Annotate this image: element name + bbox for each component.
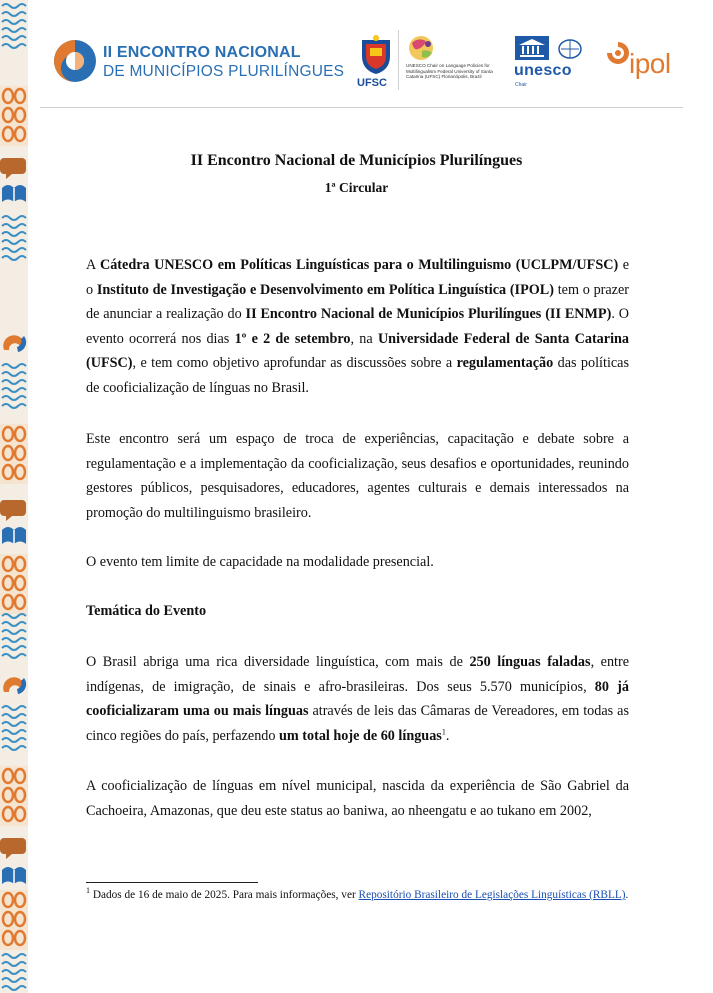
unesco-label: unesco (514, 62, 572, 79)
document-subtitle: 1ª Circular (324, 180, 389, 195)
rbll-link[interactable]: Repositório Brasileiro de Legislações Linguísticas (RBLL) (358, 889, 626, 901)
event-logo-icon (52, 38, 98, 89)
pattern-tiles (0, 0, 28, 993)
decorative-pattern-strip (0, 0, 28, 993)
chair-emblem-icon (557, 38, 583, 65)
footnote-divider (86, 882, 258, 883)
footnote-reference: 1 (441, 727, 446, 737)
logo-divider (398, 30, 399, 90)
letterhead (0, 0, 713, 108)
capacity-paragraph: O evento tem limite de capacidade na modalidade presencial. (86, 554, 434, 570)
event-logo-title: II ENCONTRO NACIONAL (103, 44, 301, 61)
intro-paragraph: A Cátedra UNESCO em Políticas Linguísticas para o Multilinguismo (UCLPM/UFSC) e o Instituto de Investigação e Desenvolvimento em Política Linguística (IPOL) tem o prazer de anunciar a realização do II Encontro Nacional de Municípios Plurilíngues (II ENMP). O evento ocorrerá nos dias 1º e 2 de setembro, na Universidade Federal de Santa Catarina (UFSC), e tem como objetivo aprofundar as discussões sobre a regulamentação das políticas de cooficialização de línguas no Brasil. (86, 257, 630, 396)
footnote: $^1$ Dados de 16 de maio de 2025. Para mais informações, ver Repositório Brasileiro de Legislações Linguísticas (RBLL). (86, 886, 629, 901)
ipol-label: ipol (629, 48, 671, 79)
theme-paragraph: O Brasil abriga uma rica diversidade linguística, com mais de 250 línguas faladas, entre indígenas, de imigração, de sinais e afro-brasileiras. Dos seus 5.570 municípios, 80 já cooficializaram uma ou mais línguas através de leis das Câmaras de Vereadores, em todas as cinco regiões do país, perfazendo um total hoje de 60 línguas$^1$. (86, 654, 630, 744)
unesco-temple-icon (515, 36, 549, 65)
history-paragraph: A cooficialização de línguas em nível municipal, nascida da experiência de São Gabriel da Cachoeira, Amazonas, que deu este status ao baniwa, ao nheengatu e ao tukano em 2002, (86, 778, 629, 819)
unesco-chair-label: Chair (515, 82, 527, 88)
footnote-marker: 1 (86, 886, 90, 896)
unesco-chair-caption: UNESCO Chair on Language Policies for Multilingualism Federal University of Santa Catarina (UFSC) Florianópolis, Brazil (406, 63, 493, 80)
unesco-chair-globe-icon (404, 35, 438, 66)
event-logo-subtitle: DE MUNICÍPIOS PLURILÍNGUES (103, 63, 345, 80)
ufsc-label: UFSC (357, 77, 387, 89)
ufsc-seal-icon (358, 34, 394, 81)
section-heading: Temática do Evento (86, 603, 207, 619)
ipol-logo-icon (605, 40, 631, 71)
document-title: II Encontro Nacional de Municípios Plurilíngues (190, 152, 523, 169)
description-paragraph: Este encontro será um espaço de troca de experiências, capacitação e debate sobre a regulamentação e a implementação da cooficialização, seus desafios e oportunidades, reunindo gestores públicos, pesquisadores, educadores, agentes culturais e demais interessados na promoção do multilinguismo brasileiro. (86, 431, 629, 521)
header-divider (40, 107, 683, 108)
